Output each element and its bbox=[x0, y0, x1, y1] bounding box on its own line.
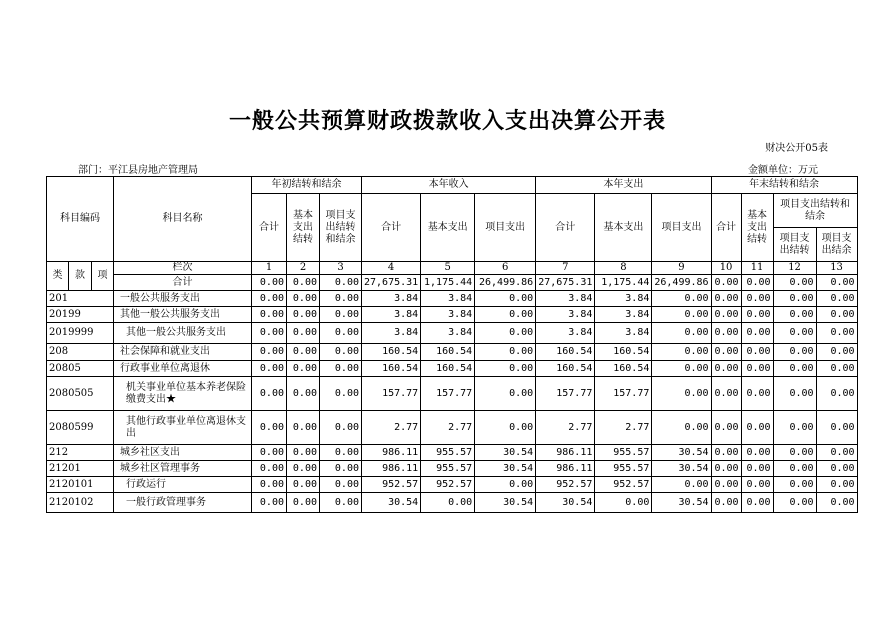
header-begin-project: 项目支出结转和结余 bbox=[320, 194, 362, 262]
subject-code: 2019999 bbox=[47, 323, 114, 344]
amount-cell: 0.00 bbox=[287, 344, 320, 361]
amount-cell: 0.00 bbox=[475, 361, 536, 377]
amount-cell: 3.84 bbox=[362, 291, 421, 307]
amount-cell: 160.54 bbox=[536, 344, 595, 361]
amount-cell: 0.00 bbox=[741, 377, 773, 411]
amount-cell: 2.77 bbox=[536, 411, 595, 445]
header-end-project-carry: 项目支出结转 bbox=[773, 228, 816, 262]
table-row bbox=[47, 477, 858, 493]
amount-cell: 0.00 bbox=[252, 361, 287, 377]
amount-cell: 0.00 bbox=[711, 377, 741, 411]
amount-cell: 0.00 bbox=[711, 477, 741, 493]
amount-cell: 0.00 bbox=[773, 361, 816, 377]
amount-cell: 0.00 bbox=[741, 445, 773, 461]
amount-cell: 157.77 bbox=[421, 377, 475, 411]
amount-cell: 986.11 bbox=[536, 445, 595, 461]
subject-code: 2080599 bbox=[47, 411, 114, 445]
col-num: 6 bbox=[475, 262, 536, 275]
amount-cell: 0.00 bbox=[816, 361, 857, 377]
subject-code: 2120102 bbox=[47, 493, 114, 513]
amount-cell: 952.57 bbox=[362, 477, 421, 493]
header-group-begin: 年初结转和结余 bbox=[252, 177, 362, 194]
table-header bbox=[47, 177, 858, 291]
amount-cell: 0.00 bbox=[711, 445, 741, 461]
amount-cell: 955.57 bbox=[421, 445, 475, 461]
amount-cell: 0.00 bbox=[475, 307, 536, 323]
amount-cell: 0.00 bbox=[741, 477, 773, 493]
amount-cell: 0.00 bbox=[773, 323, 816, 344]
header-xiang: 项 bbox=[92, 262, 114, 291]
amount-cell: 0.00 bbox=[320, 377, 362, 411]
amount-cell: 0.00 bbox=[287, 461, 320, 477]
amount-cell: 30.54 bbox=[362, 493, 421, 513]
total-cell: 0.00 bbox=[287, 275, 320, 291]
amount-cell: 0.00 bbox=[773, 461, 816, 477]
subject-name: 城乡社区管理事务 bbox=[114, 461, 252, 477]
amount-cell: 0.00 bbox=[816, 323, 857, 344]
col-num: 7 bbox=[536, 262, 595, 275]
amount-cell: 0.00 bbox=[252, 477, 287, 493]
amount-cell: 0.00 bbox=[475, 344, 536, 361]
amount-cell: 3.84 bbox=[595, 291, 652, 307]
table-row bbox=[47, 445, 858, 461]
amount-cell: 0.00 bbox=[816, 445, 857, 461]
amount-cell: 0.00 bbox=[320, 344, 362, 361]
header-group-expense: 本年支出 bbox=[536, 177, 711, 194]
amount-cell: 0.00 bbox=[252, 493, 287, 513]
amount-cell: 3.84 bbox=[421, 323, 475, 344]
col-num: 8 bbox=[595, 262, 652, 275]
amount-cell: 0.00 bbox=[711, 493, 741, 513]
amount-cell: 160.54 bbox=[362, 361, 421, 377]
table-row bbox=[47, 493, 858, 513]
amount-cell: 0.00 bbox=[320, 323, 362, 344]
amount-cell: 3.84 bbox=[421, 291, 475, 307]
amount-cell: 0.00 bbox=[652, 411, 711, 445]
amount-cell: 0.00 bbox=[816, 377, 857, 411]
amount-cell: 3.84 bbox=[536, 323, 595, 344]
amount-cell: 0.00 bbox=[475, 377, 536, 411]
header-end-project-group: 项目支出结转和结余 bbox=[773, 194, 857, 228]
subject-code: 20805 bbox=[47, 361, 114, 377]
col-num: 5 bbox=[421, 262, 475, 275]
amount-cell: 160.54 bbox=[595, 361, 652, 377]
amount-cell: 0.00 bbox=[287, 377, 320, 411]
amount-cell: 0.00 bbox=[287, 361, 320, 377]
subject-name: 其他行政事业单位离退休支出 bbox=[114, 411, 252, 445]
table-body bbox=[47, 291, 858, 513]
amount-cell: 0.00 bbox=[652, 323, 711, 344]
amount-cell: 952.57 bbox=[421, 477, 475, 493]
table-row bbox=[47, 307, 858, 323]
col-num: 13 bbox=[816, 262, 857, 275]
header-begin-basic: 基本支出结转 bbox=[287, 194, 320, 262]
amount-cell: 30.54 bbox=[536, 493, 595, 513]
amount-cell: 3.84 bbox=[362, 323, 421, 344]
amount-cell: 0.00 bbox=[320, 361, 362, 377]
amount-cell: 0.00 bbox=[320, 493, 362, 513]
amount-cell: 986.11 bbox=[362, 445, 421, 461]
subject-name: 其他一般公共服务支出 bbox=[114, 307, 252, 323]
amount-cell: 2.77 bbox=[362, 411, 421, 445]
subject-name: 行政事业单位离退休 bbox=[114, 361, 252, 377]
amount-cell: 0.00 bbox=[816, 344, 857, 361]
amount-cell: 0.00 bbox=[741, 323, 773, 344]
amount-cell: 0.00 bbox=[741, 461, 773, 477]
subject-code: 212 bbox=[47, 445, 114, 461]
amount-cell: 157.77 bbox=[362, 377, 421, 411]
amount-cell: 0.00 bbox=[652, 377, 711, 411]
amount-cell: 30.54 bbox=[475, 493, 536, 513]
amount-cell: 0.00 bbox=[741, 291, 773, 307]
amount-cell: 0.00 bbox=[252, 323, 287, 344]
amount-cell: 0.00 bbox=[773, 477, 816, 493]
amount-cell: 3.84 bbox=[595, 323, 652, 344]
header-expense-total: 合计 bbox=[536, 194, 595, 262]
header-lanci: 栏次 bbox=[114, 262, 252, 275]
amount-cell: 0.00 bbox=[252, 291, 287, 307]
unit-label: 金额单位：万元 bbox=[748, 165, 818, 176]
col-num: 3 bbox=[320, 262, 362, 275]
subject-code: 2080505 bbox=[47, 377, 114, 411]
amount-cell: 160.54 bbox=[421, 361, 475, 377]
amount-cell: 0.00 bbox=[816, 461, 857, 477]
subject-name: 一般公共服务支出 bbox=[114, 291, 252, 307]
header-expense-project: 项目支出 bbox=[652, 194, 711, 262]
amount-cell: 157.77 bbox=[595, 377, 652, 411]
header-end-project-balance: 项目支出结余 bbox=[816, 228, 857, 262]
amount-cell: 0.00 bbox=[773, 377, 816, 411]
amount-cell: 160.54 bbox=[362, 344, 421, 361]
amount-cell: 0.00 bbox=[320, 477, 362, 493]
col-num: 11 bbox=[741, 262, 773, 275]
amount-cell: 0.00 bbox=[652, 307, 711, 323]
header-income-basic: 基本支出 bbox=[421, 194, 475, 262]
table-row bbox=[47, 344, 858, 361]
amount-cell: 0.00 bbox=[741, 307, 773, 323]
amount-cell: 0.00 bbox=[320, 461, 362, 477]
amount-cell: 0.00 bbox=[711, 291, 741, 307]
subject-name: 机关事业单位基本养老保险缴费支出★ bbox=[114, 377, 252, 411]
amount-cell: 0.00 bbox=[741, 411, 773, 445]
amount-cell: 986.11 bbox=[536, 461, 595, 477]
header-income-project: 项目支出 bbox=[475, 194, 536, 262]
amount-cell: 955.57 bbox=[595, 461, 652, 477]
table-row bbox=[47, 291, 858, 307]
amount-cell: 952.57 bbox=[595, 477, 652, 493]
subject-name: 城乡社区支出 bbox=[114, 445, 252, 461]
amount-cell: 0.00 bbox=[741, 361, 773, 377]
header-begin-total: 合计 bbox=[252, 194, 287, 262]
form-code: 财决公开05表 bbox=[765, 143, 828, 154]
amount-cell: 0.00 bbox=[711, 307, 741, 323]
amount-cell: 160.54 bbox=[595, 344, 652, 361]
amount-cell: 0.00 bbox=[252, 307, 287, 323]
amount-cell: 0.00 bbox=[320, 291, 362, 307]
amount-cell: 30.54 bbox=[652, 493, 711, 513]
total-cell: 0.00 bbox=[252, 275, 287, 291]
amount-cell: 0.00 bbox=[711, 323, 741, 344]
header-subject-code: 科目编码 bbox=[47, 177, 114, 262]
amount-cell: 955.57 bbox=[421, 461, 475, 477]
amount-cell: 0.00 bbox=[652, 291, 711, 307]
total-label: 合计 bbox=[114, 275, 252, 291]
amount-cell: 0.00 bbox=[287, 477, 320, 493]
total-cell: 0.00 bbox=[711, 275, 741, 291]
amount-cell: 30.54 bbox=[475, 445, 536, 461]
amount-cell: 0.00 bbox=[652, 344, 711, 361]
header-end-basic: 基本支出结转 bbox=[741, 194, 773, 262]
amount-cell: 0.00 bbox=[252, 445, 287, 461]
subject-code: 208 bbox=[47, 344, 114, 361]
total-cell: 0.00 bbox=[320, 275, 362, 291]
total-cell: 26,499.86 bbox=[652, 275, 711, 291]
amount-cell: 0.00 bbox=[287, 411, 320, 445]
amount-cell: 0.00 bbox=[287, 323, 320, 344]
subject-name: 行政运行 bbox=[114, 477, 252, 493]
amount-cell: 0.00 bbox=[287, 307, 320, 323]
table-row bbox=[47, 361, 858, 377]
amount-cell: 157.77 bbox=[536, 377, 595, 411]
header-kuan: 款 bbox=[69, 262, 92, 291]
table-row bbox=[47, 411, 858, 445]
col-num: 12 bbox=[773, 262, 816, 275]
col-num: 10 bbox=[711, 262, 741, 275]
subject-code: 201 bbox=[47, 291, 114, 307]
subject-code: 20199 bbox=[47, 307, 114, 323]
amount-cell: 30.54 bbox=[652, 445, 711, 461]
amount-cell: 952.57 bbox=[536, 477, 595, 493]
amount-cell: 0.00 bbox=[475, 411, 536, 445]
total-cell: 1,175.44 bbox=[421, 275, 475, 291]
amount-cell: 0.00 bbox=[652, 361, 711, 377]
total-cell: 0.00 bbox=[741, 275, 773, 291]
total-cell: 26,499.86 bbox=[475, 275, 536, 291]
total-cell: 27,675.31 bbox=[536, 275, 595, 291]
total-cell: 1,175.44 bbox=[595, 275, 652, 291]
amount-cell: 2.77 bbox=[595, 411, 652, 445]
department-label: 部门：平江县房地产管理局 bbox=[78, 165, 198, 176]
subject-name: 其他一般公共服务支出 bbox=[114, 323, 252, 344]
amount-cell: 2.77 bbox=[421, 411, 475, 445]
budget-table bbox=[46, 176, 858, 513]
col-num: 2 bbox=[287, 262, 320, 275]
header-subject-name: 科目名称 bbox=[114, 177, 252, 262]
amount-cell: 986.11 bbox=[362, 461, 421, 477]
amount-cell: 0.00 bbox=[741, 344, 773, 361]
amount-cell: 0.00 bbox=[652, 477, 711, 493]
amount-cell: 0.00 bbox=[421, 493, 475, 513]
amount-cell: 0.00 bbox=[252, 461, 287, 477]
amount-cell: 0.00 bbox=[816, 291, 857, 307]
amount-cell: 30.54 bbox=[475, 461, 536, 477]
header-lei: 类 bbox=[47, 262, 69, 291]
amount-cell: 0.00 bbox=[816, 477, 857, 493]
amount-cell: 0.00 bbox=[252, 411, 287, 445]
amount-cell: 3.84 bbox=[362, 307, 421, 323]
col-num: 9 bbox=[652, 262, 711, 275]
header-expense-basic: 基本支出 bbox=[595, 194, 652, 262]
table-row bbox=[47, 377, 858, 411]
amount-cell: 0.00 bbox=[475, 323, 536, 344]
total-cell: 0.00 bbox=[773, 275, 816, 291]
amount-cell: 0.00 bbox=[773, 291, 816, 307]
col-num: 4 bbox=[362, 262, 421, 275]
total-cell: 0.00 bbox=[816, 275, 857, 291]
table-row bbox=[47, 461, 858, 477]
amount-cell: 3.84 bbox=[536, 307, 595, 323]
amount-cell: 0.00 bbox=[816, 411, 857, 445]
amount-cell: 0.00 bbox=[287, 493, 320, 513]
col-num: 1 bbox=[252, 262, 287, 275]
subject-name: 一般行政管理事务 bbox=[114, 493, 252, 513]
amount-cell: 0.00 bbox=[252, 377, 287, 411]
amount-cell: 3.84 bbox=[595, 307, 652, 323]
amount-cell: 0.00 bbox=[773, 445, 816, 461]
amount-cell: 0.00 bbox=[711, 344, 741, 361]
amount-cell: 0.00 bbox=[320, 307, 362, 323]
amount-cell: 0.00 bbox=[595, 493, 652, 513]
amount-cell: 0.00 bbox=[320, 445, 362, 461]
subject-name: 社会保障和就业支出 bbox=[114, 344, 252, 361]
amount-cell: 0.00 bbox=[711, 361, 741, 377]
amount-cell: 160.54 bbox=[536, 361, 595, 377]
header-group-end: 年末结转和结余 bbox=[711, 177, 857, 194]
amount-cell: 160.54 bbox=[421, 344, 475, 361]
amount-cell: 0.00 bbox=[816, 493, 857, 513]
amount-cell: 0.00 bbox=[773, 493, 816, 513]
table-row bbox=[47, 323, 858, 344]
amount-cell: 0.00 bbox=[320, 411, 362, 445]
header-end-total: 合计 bbox=[711, 194, 741, 262]
amount-cell: 0.00 bbox=[741, 493, 773, 513]
subject-code: 21201 bbox=[47, 461, 114, 477]
header-income-total: 合计 bbox=[362, 194, 421, 262]
amount-cell: 0.00 bbox=[252, 344, 287, 361]
amount-cell: 3.84 bbox=[536, 291, 595, 307]
amount-cell: 955.57 bbox=[595, 445, 652, 461]
amount-cell: 30.54 bbox=[652, 461, 711, 477]
amount-cell: 0.00 bbox=[287, 445, 320, 461]
amount-cell: 0.00 bbox=[773, 344, 816, 361]
amount-cell: 0.00 bbox=[287, 291, 320, 307]
subject-code: 2120101 bbox=[47, 477, 114, 493]
total-row bbox=[47, 275, 858, 291]
amount-cell: 0.00 bbox=[475, 291, 536, 307]
amount-cell: 0.00 bbox=[711, 461, 741, 477]
page-title: 一般公共预算财政拨款收入支出决算公开表 bbox=[228, 108, 666, 134]
amount-cell: 0.00 bbox=[475, 477, 536, 493]
amount-cell: 0.00 bbox=[773, 411, 816, 445]
total-cell: 27,675.31 bbox=[362, 275, 421, 291]
amount-cell: 3.84 bbox=[421, 307, 475, 323]
amount-cell: 0.00 bbox=[816, 307, 857, 323]
amount-cell: 0.00 bbox=[773, 307, 816, 323]
header-group-income: 本年收入 bbox=[362, 177, 536, 194]
amount-cell: 0.00 bbox=[711, 411, 741, 445]
